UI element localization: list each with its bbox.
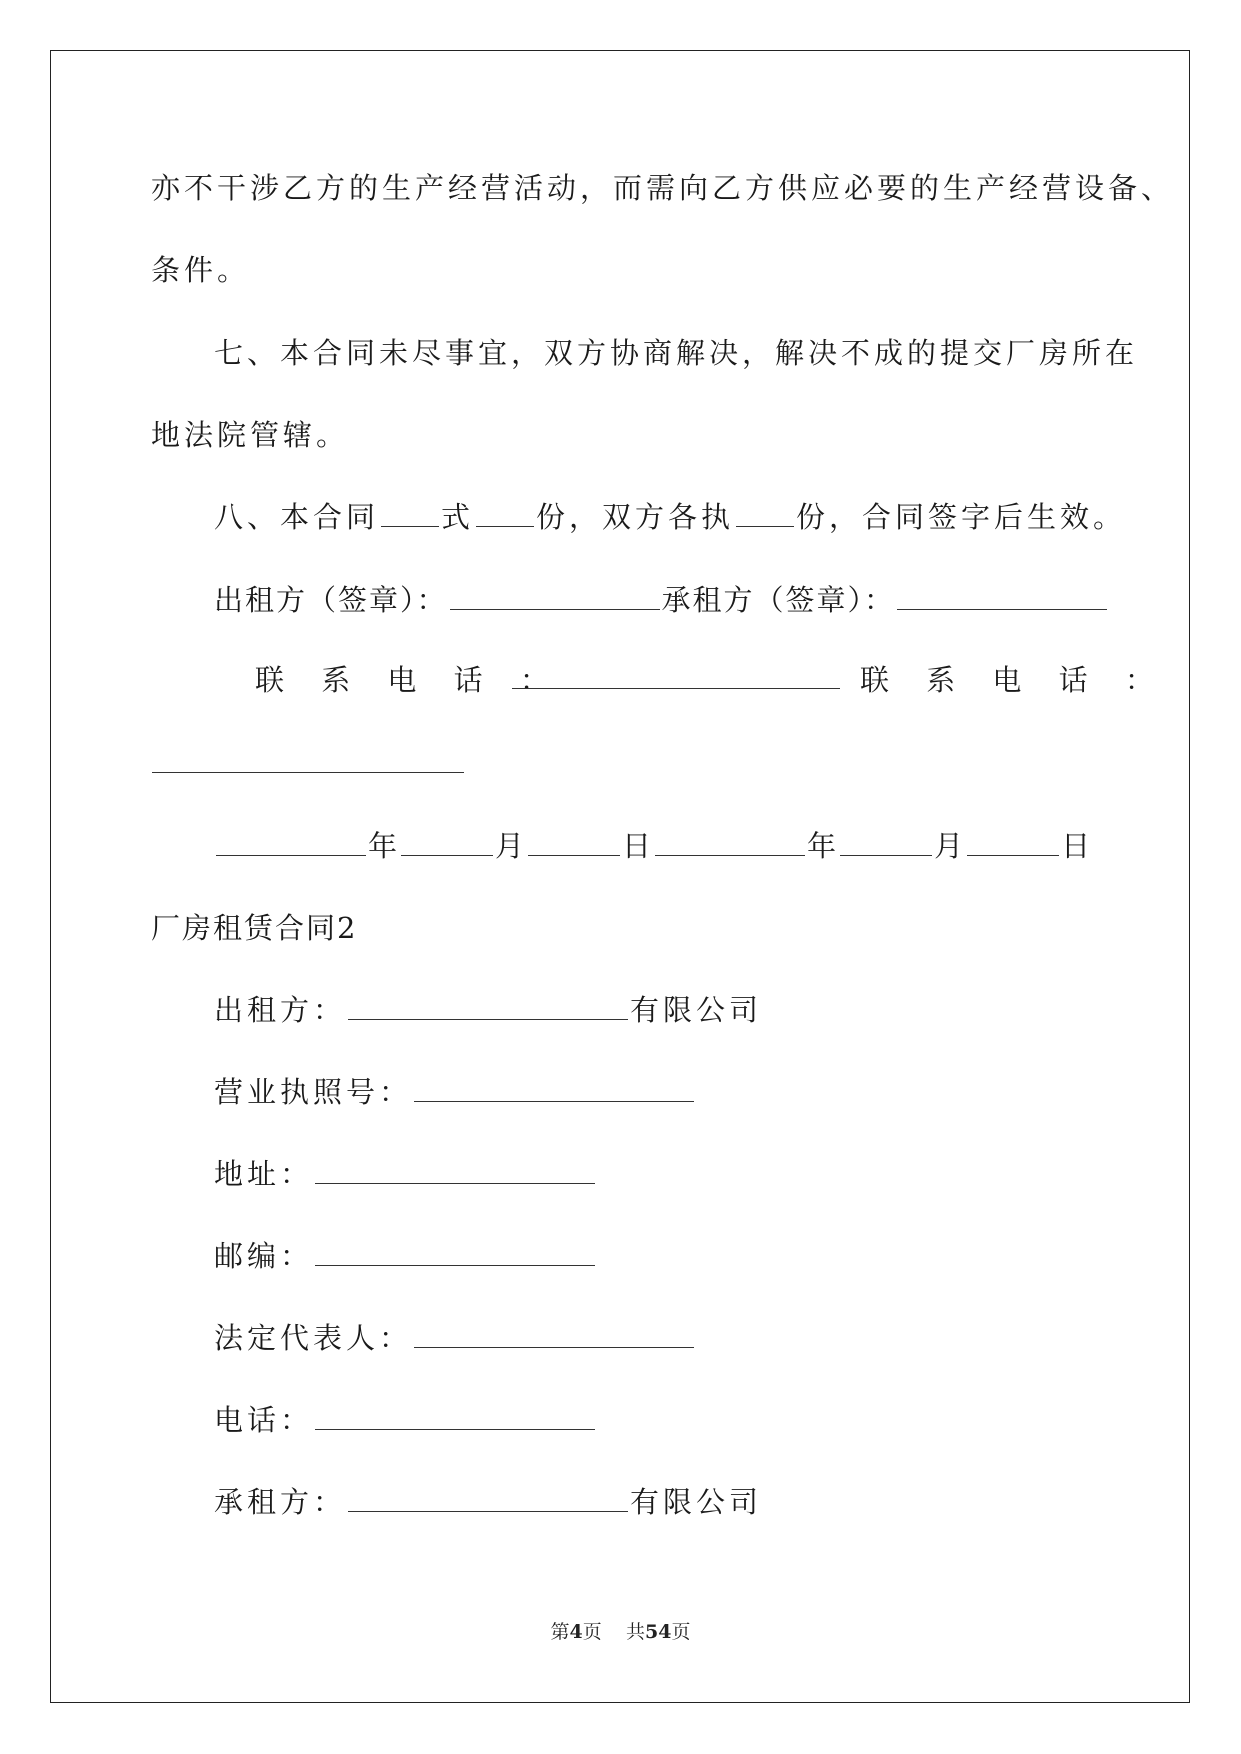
legal-rep-blank <box>414 1325 694 1348</box>
year-label: 年 <box>368 829 400 863</box>
phone-blank <box>315 1407 595 1430</box>
lessor-sign-label: 出租方（签章）： <box>214 583 448 617</box>
page-footer <box>0 1617 1241 1644</box>
page-suffix: 页 <box>582 1621 602 1643</box>
total-prefix: 共 <box>625 1621 645 1643</box>
page-number: 4 <box>569 1621 583 1643</box>
postcode-row <box>214 1236 597 1276</box>
page-prefix: 第 <box>550 1621 570 1643</box>
address-label: 地址： <box>214 1157 314 1191</box>
legal-rep-row <box>214 1318 696 1358</box>
lessor-label: 出租方： <box>214 993 347 1027</box>
address-row <box>214 1154 597 1194</box>
company-suffix: 有限公司 <box>630 1485 763 1519</box>
phone-label: 联 系 电 话 ： <box>860 663 1168 697</box>
parties-copies-blank <box>736 504 794 527</box>
license-label: 营业执照号： <box>214 1075 413 1109</box>
date-row <box>214 826 1092 866</box>
clause-eight <box>214 497 1126 537</box>
month-label: 月 <box>495 829 527 863</box>
year-blank <box>655 833 805 856</box>
lessor-sign-blank <box>450 587 660 610</box>
copies-each-blank <box>476 504 534 527</box>
lessee-sign-label: 承租方（签章）： <box>661 583 896 617</box>
section-title: 厂房租赁合同2 <box>151 911 358 945</box>
paragraph-line: 亦不干涉乙方的生产经营活动，而需向乙方供应必要的生产经营设备、 <box>151 171 1175 205</box>
lessor-name-blank <box>348 997 628 1020</box>
month-blank <box>401 833 493 856</box>
total-pages: 54 <box>644 1621 672 1643</box>
total-suffix: 页 <box>671 1621 691 1643</box>
lessee-name-blank <box>348 1489 628 1512</box>
day-label: 日 <box>622 829 654 863</box>
copies-blank <box>381 504 439 527</box>
lessor-row <box>214 990 762 1030</box>
page-border <box>50 50 1190 1703</box>
lessee-row <box>214 1482 762 1522</box>
month-label: 月 <box>934 829 966 863</box>
signature-row <box>214 580 1109 620</box>
clause-text: 份，合同签字后生效。 <box>796 500 1127 534</box>
clause-text: 份，双方各执 <box>536 500 735 534</box>
phone-label: 联 系 电 话 ： <box>255 663 563 697</box>
phone-blank <box>152 750 464 773</box>
address-blank <box>315 1161 595 1184</box>
legal-rep-label: 法定代表人： <box>214 1321 413 1355</box>
clause-text: 式 <box>441 500 475 534</box>
paragraph-line: 地法院管辖。 <box>151 418 350 452</box>
day-label: 日 <box>1061 829 1093 863</box>
lessee-sign-blank <box>897 587 1107 610</box>
month-blank <box>840 833 932 856</box>
day-blank <box>967 833 1059 856</box>
postcode-blank <box>315 1243 595 1266</box>
postcode-label: 邮编： <box>214 1239 314 1273</box>
phone-row-2 <box>214 1400 597 1440</box>
year-blank <box>216 833 366 856</box>
phone-label: 电话： <box>214 1403 314 1437</box>
year-label: 年 <box>807 829 839 863</box>
lessee-label: 承租方： <box>214 1485 347 1519</box>
clause-text: 八、本合同 <box>214 500 380 534</box>
clause-seven: 七、本合同未尽事宜，双方协商解决，解决不成的提交厂房所在 <box>214 336 1139 370</box>
paragraph-line: 条件。 <box>151 253 251 287</box>
license-blank <box>414 1079 694 1102</box>
phone-blank <box>512 666 840 689</box>
company-suffix: 有限公司 <box>630 993 763 1027</box>
day-blank <box>528 833 620 856</box>
license-row <box>214 1072 696 1112</box>
